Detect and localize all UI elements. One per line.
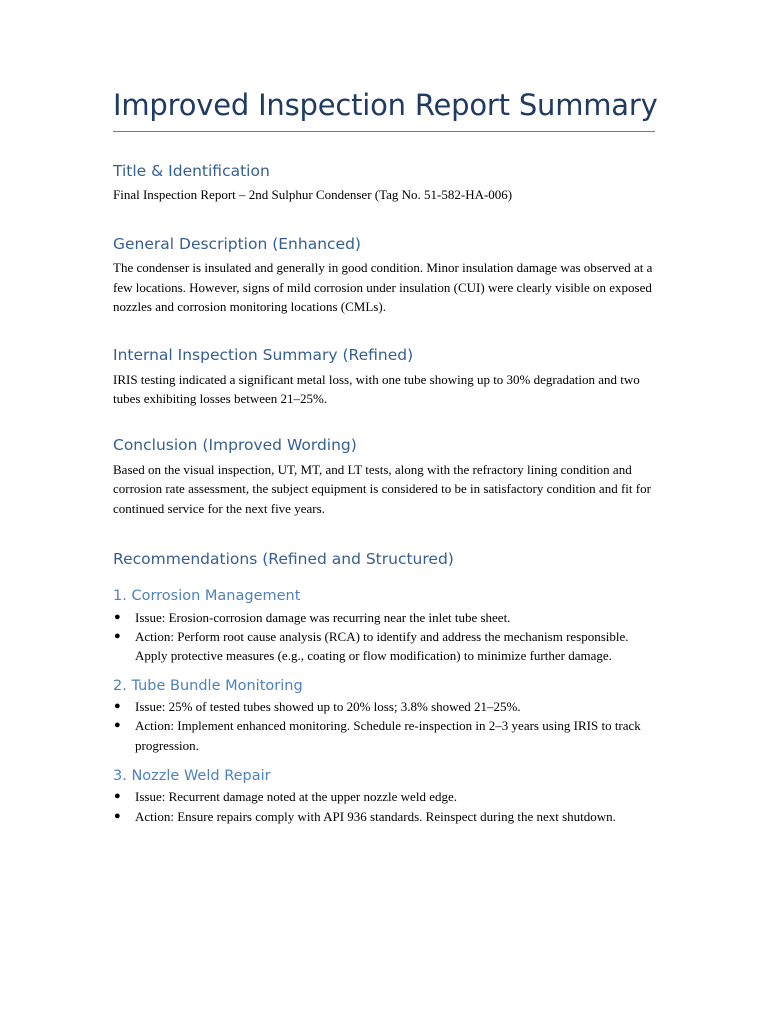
section-title-identification xyxy=(113,162,658,205)
section-heading: Conclusion (Improved Wording) xyxy=(113,436,357,455)
list-item xyxy=(113,627,658,666)
section-heading: Recommendations (Refined and Structured) xyxy=(113,549,454,568)
title-underline xyxy=(113,131,655,132)
list-item xyxy=(113,716,658,755)
recommendation-nozzle-weld-repair xyxy=(113,768,658,826)
section-conclusion xyxy=(113,436,658,517)
bullet-list xyxy=(113,608,658,666)
section-internal-inspection xyxy=(113,346,658,408)
list-item xyxy=(113,807,658,826)
bullet-icon: ● xyxy=(114,719,121,732)
subsection-heading: 1. Corrosion Management xyxy=(113,588,301,605)
bullet-list xyxy=(113,787,658,826)
section-heading: Title & Identification xyxy=(113,161,270,180)
bullet-list xyxy=(113,697,658,755)
bullet-icon: ● xyxy=(114,630,121,643)
section-heading: General Description (Enhanced) xyxy=(113,234,361,253)
list-item xyxy=(113,697,658,716)
document-page xyxy=(113,88,658,826)
list-item xyxy=(113,787,658,806)
section-general-description xyxy=(113,235,658,316)
section-text: Based on the visual inspection, UT, MT, and LT tests, along with the refractory lining condition and corrosion rate assessment, the subject equipment is considered to be in satisfactory condition and fit for continued service for the next five years. xyxy=(113,461,651,516)
section-text: Final Inspection Report – 2nd Sulphur Condenser (Tag No. 51-582-HA-006) xyxy=(113,187,513,203)
list-item-text: Action: Perform root cause analysis (RCA) to identify and address the mechanism responsible. Apply protective measures (e.g., coating or flow modification) to minimize further damage. xyxy=(135,629,629,664)
section-text: The condenser is insulated and generally in good condition. Minor insulation damage was observed at a few locations. However, signs of mild corrosion under insulation (CUI) were clearly visible on exposed nozzles and corrosion monitoring locations (CMLs). xyxy=(113,260,653,314)
subsection-heading: 2. Tube Bundle Monitoring xyxy=(113,677,303,694)
list-item-text: Action: Implement enhanced monitoring. Schedule re-inspection in 2–3 years using IRIS to track progression. xyxy=(135,718,641,753)
section-text: IRIS testing indicated a significant metal loss, with one tube showing up to 30% degradation and two tubes exhibiting losses between 21–25%. xyxy=(113,371,640,407)
bullet-icon: ● xyxy=(114,700,121,713)
bullet-icon: ● xyxy=(114,610,121,623)
section-recommendations xyxy=(113,550,658,826)
recommendation-tube-bundle-monitoring xyxy=(113,678,658,755)
list-item-text: Issue: 25% of tested tubes showed up to 20% loss; 3.8% showed 21–25%. xyxy=(135,699,521,715)
list-item xyxy=(113,608,658,627)
subsection-heading: 3. Nozzle Weld Repair xyxy=(113,768,271,784)
list-item-text: Issue: Erosion-corrosion damage was recurring near the inlet tube sheet. xyxy=(135,609,511,625)
list-item-text: Issue: Recurrent damage noted at the upper nozzle weld edge. xyxy=(135,789,457,805)
document-title: Improved Inspection Report Summary xyxy=(113,88,658,122)
recommendation-corrosion-management xyxy=(113,588,658,665)
bullet-icon: ● xyxy=(114,790,121,803)
list-item-text: Action: Ensure repairs comply with API 936 standards. Reinspect during the next shutdown. xyxy=(135,808,616,824)
bullet-icon: ● xyxy=(114,809,121,822)
section-heading: Internal Inspection Summary (Refined) xyxy=(113,346,414,365)
